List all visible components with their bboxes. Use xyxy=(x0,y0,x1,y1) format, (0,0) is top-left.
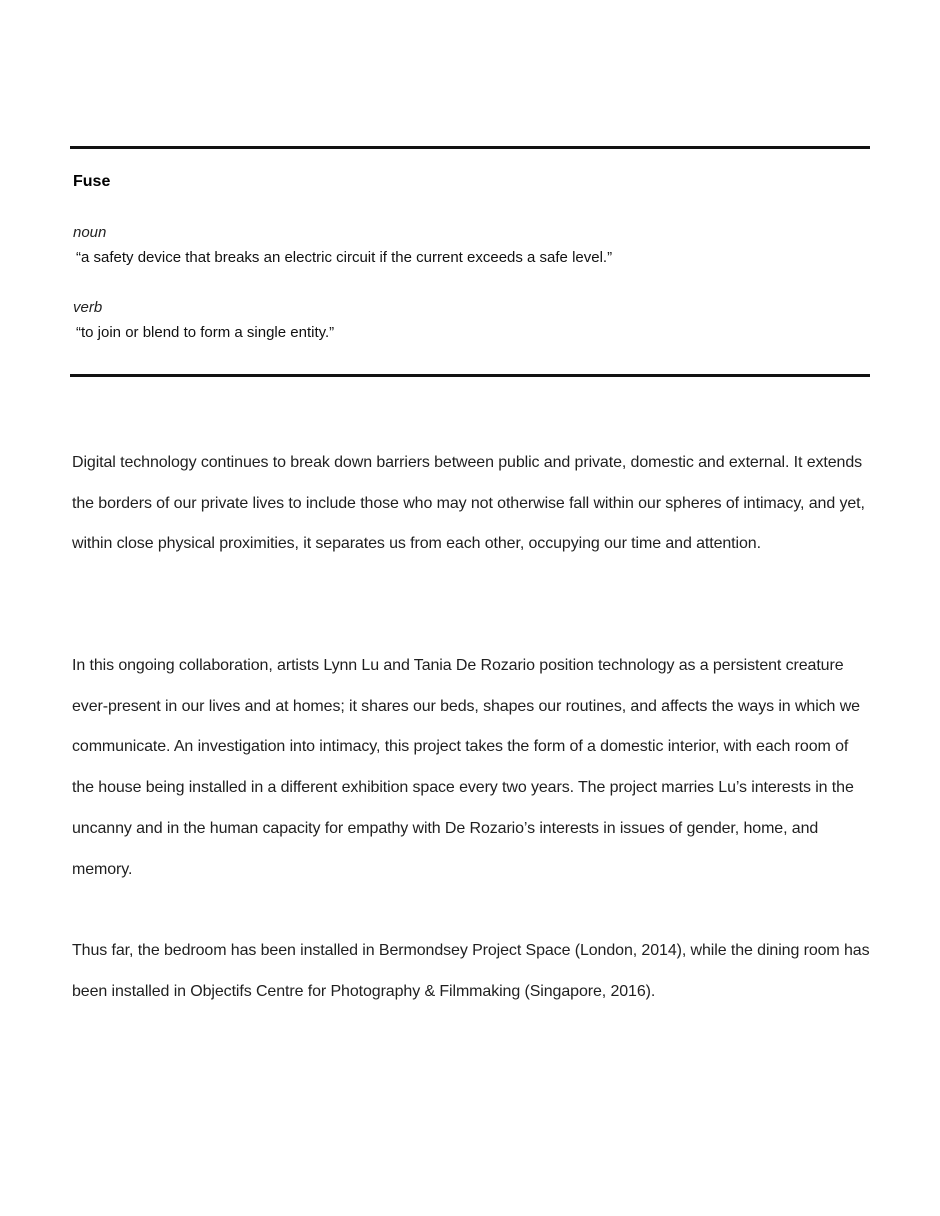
top-divider xyxy=(70,146,870,149)
noun-label: noun xyxy=(73,224,107,241)
paragraph-installations: Thus far, the bedroom has been installed in Bermondsey Project Space (London, 2014), while the dining room has been installed in Objectifs Centre for Photography & Filmmaking (Singapore, 2016). xyxy=(72,942,870,1000)
definition-term: Fuse xyxy=(73,173,111,190)
paragraph-intro: Digital technology continues to break down barriers between public and private, domestic and external. It extends the borders of our private lives to include those who may not otherwise fall within our spheres of intimacy, and yet, within close physical proximities, it separates us from each other, occupying our time and attention. xyxy=(72,454,865,553)
verb-definition: “to join or blend to form a single entity.” xyxy=(76,324,335,341)
noun-definition: “a safety device that breaks an electric circuit if the current exceeds a safe level.” xyxy=(76,249,613,266)
verb-label: verb xyxy=(73,299,103,316)
bottom-divider xyxy=(70,374,870,377)
paragraph-collaboration: In this ongoing collaboration, artists Lynn Lu and Tania De Rozario position technology as a persistent creature ever-present in our lives and at homes; it shares our beds, shapes our routines, and affects the ways in which we communicate. An investigation into intimacy, this project takes the form of a domestic interior, with each room of the house being installed in a different exhibition space every two years. The project marries Lu’s interests in the uncanny and in the human capacity for empathy with De Rozario’s interests in issues of gender, home, and memory. xyxy=(72,657,860,878)
